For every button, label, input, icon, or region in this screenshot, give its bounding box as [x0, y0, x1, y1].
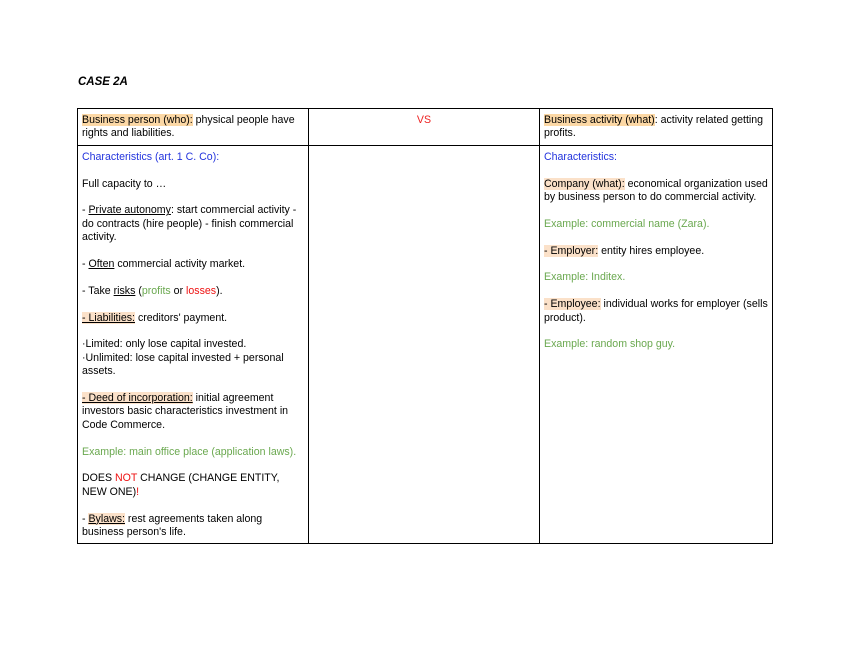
header-cell-vs: [309, 109, 540, 146]
often-label: Often: [88, 258, 115, 271]
liabilities-label: - Liabilities:: [82, 311, 135, 324]
example-office: Example: main office place (application laws).: [82, 445, 297, 458]
deed-text: initial agreement investors basic characteristics investment in Code Commerce.: [82, 392, 289, 431]
right-characteristics-heading: Characteristics:: [544, 150, 617, 163]
header-cell-left: [78, 109, 309, 146]
employer-paragraph: [544, 245, 768, 258]
liability-types: [82, 338, 304, 378]
private-autonomy-label: Private autonomy: [88, 204, 171, 217]
deed-label: - Deed of incorporation:: [82, 392, 193, 405]
private-autonomy-text: : start commercial activity - do contracts (hire people) - finish commercial activity.: [82, 204, 297, 244]
bylaws-text: rest agreements taken along business person's life.: [82, 512, 263, 539]
business-activity-label: Business activity (what): [544, 114, 655, 126]
company-label: Company (what):: [544, 177, 625, 190]
header-row: [78, 109, 773, 146]
vs-label: VS: [416, 114, 432, 126]
risks-label: risks: [113, 284, 136, 297]
or-word: or: [170, 284, 187, 297]
example-inditex: Example: Inditex.: [544, 271, 626, 284]
risks-close: ).: [216, 284, 223, 297]
often-prefix: -: [82, 258, 89, 271]
employee-text: individual works for employer (sells product).: [544, 298, 768, 324]
does-suffix: CHANGE (CHANGE ENTITY, NEW ONE): [82, 472, 280, 498]
unlimited-line: ·Unlimited: lose capital invested + personal assets.: [82, 351, 284, 378]
employer-text: entity hires employee.: [598, 244, 705, 257]
risks-paragraph: [82, 285, 304, 298]
private-autonomy-paragraph: [82, 204, 304, 244]
business-person-text: physical people have rights and liabilities.: [82, 114, 295, 140]
often-paragraph: [82, 258, 304, 271]
losses-word: losses: [186, 284, 217, 297]
left-characteristics-heading: Characteristics (art. 1 C. Co):: [82, 150, 220, 163]
often-text: commercial activity market.: [114, 258, 246, 271]
limited-line: ·Limited: only lose capital invested.: [82, 338, 247, 351]
company-text: economical organization used by business person to do commercial activity.: [544, 177, 768, 204]
exclamation-mark: !: [136, 485, 140, 498]
bylaws-prefix: -: [82, 512, 89, 525]
employee-paragraph: [544, 298, 768, 325]
bylaws-label: Bylaws:: [88, 512, 125, 525]
liabilities-paragraph: [82, 312, 304, 325]
example-zara: Example: commercial name (Zara).: [544, 217, 710, 230]
body-cell-right: [540, 145, 773, 544]
business-activity-text: : activity related getting profits.: [544, 114, 764, 140]
employee-label: - Employee:: [544, 298, 601, 311]
body-row: [78, 145, 773, 544]
full-capacity-text: Full capacity to …: [82, 177, 167, 190]
risks-prefix: - Take: [82, 284, 114, 297]
header-cell-right: [540, 109, 773, 146]
case-title: CASE 2A: [78, 76, 128, 88]
business-person-label: Business person (who):: [82, 114, 193, 126]
company-paragraph: [544, 178, 768, 205]
comparison-table: [77, 108, 773, 544]
private-prefix: -: [82, 204, 89, 217]
profits-word: profits: [141, 284, 171, 297]
example-shop: Example: random shop guy.: [544, 338, 676, 351]
bylaws-paragraph: [82, 513, 304, 540]
not-word: NOT: [114, 472, 138, 485]
does-not-change-paragraph: [82, 472, 304, 499]
employer-label: - Employer:: [544, 244, 599, 257]
risks-open: (: [135, 284, 142, 297]
body-cell-middle: [309, 145, 540, 544]
body-cell-left: [78, 145, 309, 544]
liabilities-text: creditors' payment.: [135, 311, 228, 324]
does-prefix: DOES: [82, 472, 115, 485]
deed-paragraph: [82, 392, 304, 432]
